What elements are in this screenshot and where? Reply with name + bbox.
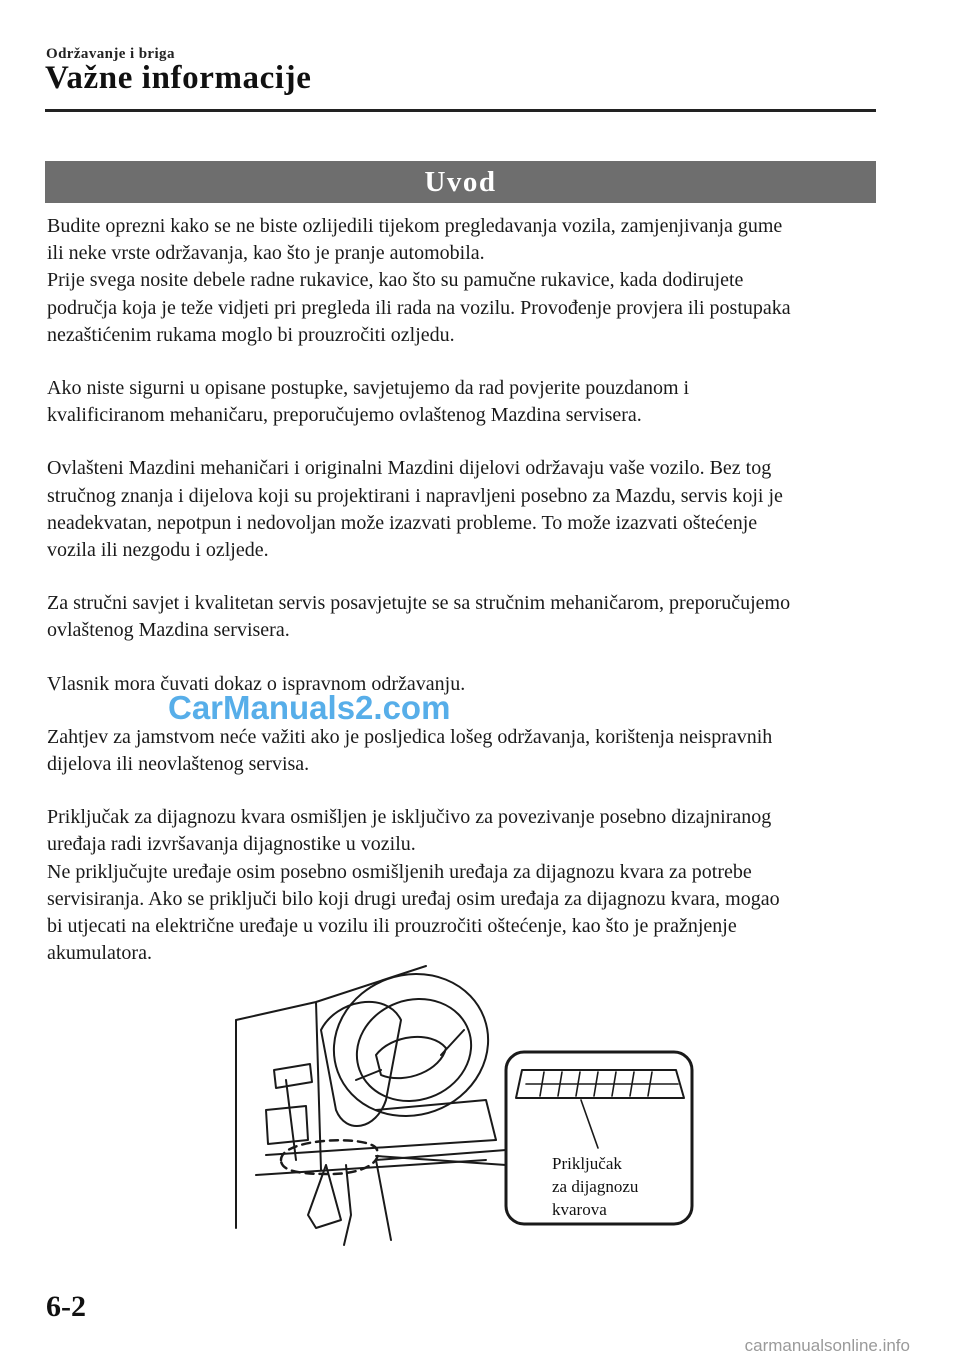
dashboard-outline (236, 966, 426, 1228)
text-line: bi utjecati na električne uređaje u vozilu ili prouzročiti oštećenje, kao što je pražnjenje (47, 915, 737, 938)
steering-column (321, 1002, 401, 1126)
text-line: Zahtjev za jamstvom neće važiti ako je posljedica lošeg održavanja, korištenja neispravnih (47, 725, 773, 748)
steering-wheel (314, 960, 508, 1137)
section-heading: Uvod (45, 161, 876, 203)
text-line: ili neke vrste održavanja, kao što je pranje automobila. (47, 242, 485, 265)
knee-panel (376, 1100, 496, 1140)
footer-watermark: carmanualsonline.info (744, 1336, 910, 1355)
text-line: akumulatora. (47, 942, 152, 965)
paragraph (47, 804, 877, 967)
obd-connector-pins (526, 1072, 678, 1096)
text-line: Ako niste sigurni u opisane postupke, savjetujemo da rad povjerite pouzdanom i (47, 377, 690, 400)
text-line: Ovlašteni Mazdini mehaničari i originalni Mazdini dijelovi održavaju vaše vozilo. Bez tog (47, 457, 772, 480)
dashboard-slot (274, 1064, 312, 1088)
title-rule (45, 109, 876, 112)
text-line: uređaja radi izvršavanja dijagnostike u vozilu. (47, 833, 416, 856)
text-line: Ne priključujte uređaje osim posebno osmišljenih uređaja za dijagnozu kvara za potrebe (47, 860, 752, 883)
text-line: Prije svega nosite debele radne rukavice, kao što su pamučne rukavice, kada dodirujete (47, 269, 744, 292)
pedal-arm (344, 1165, 351, 1245)
watermark-logo: CarManuals2.com (168, 689, 451, 726)
breadcrumb: Održavanje i briga (46, 46, 175, 62)
text-line: područja koja je teže vidjeti pri pregleda ili rada na vozilu. Provođenje provjera ili postupaka (47, 296, 791, 319)
page-title: Važne informacije (45, 60, 312, 96)
text-line: neadekvatan, nepotpun i nedovoljan može izazvati probleme. To može izazvati oštećenje (47, 511, 758, 534)
text-line: Priključak za dijagnozu kvara osmišljen je isključivo za povezivanje posebno dizajniranog (47, 806, 772, 829)
callout-label (552, 1152, 638, 1221)
dashboard-panel (266, 1106, 308, 1144)
callout-line: za dijagnozu (552, 1177, 639, 1196)
paragraph (47, 590, 877, 644)
text-line: servisiranja. Ako se priključi bilo koji drugi uređaj osim uređaja za dijagnozu kvara, mogao (47, 887, 780, 910)
body-text (47, 213, 877, 993)
text-line: Vlasnik mora čuvati dokaz o ispravnom održavanju. (47, 672, 466, 695)
text-line: nezaštićenim rukama moglo bi prouzročiti ozljedu. (47, 323, 455, 346)
paragraph (47, 213, 877, 349)
callout-line: kvarova (552, 1200, 607, 1219)
text-line: vozila ili nezgodu i ozljede. (47, 539, 269, 562)
callout-pointer (581, 1100, 598, 1148)
paragraph (47, 455, 877, 564)
page-number: 6-2 (46, 1290, 86, 1323)
steering-hub (376, 1037, 446, 1078)
text-line: Za stručni savjet i kvalitetan servis posavjetujte se sa stručnim mehaničarom, preporučujemo (47, 592, 791, 615)
steering-wheel-inner (342, 983, 485, 1117)
paragraph (47, 375, 877, 429)
text-line: dijelova ili neovlaštenog servisa. (47, 753, 310, 776)
paragraph (47, 724, 877, 778)
text-line: stručnog znanja i dijelova koji su projektirani i napravljeni posebno za Mazdu, servis koji je (47, 484, 783, 507)
text-line: ovlaštenog Mazdina servisera. (47, 619, 290, 642)
callout-line: Priključak (552, 1154, 622, 1173)
text-line: kvalificiranom mehaničaru, preporučujemo ovlaštenog Mazdina servisera. (47, 404, 642, 427)
text-line: Budite oprezni kako se ne biste ozlijedili tijekom pregledavanja vozila, zamjenjivanja gume (47, 215, 783, 237)
